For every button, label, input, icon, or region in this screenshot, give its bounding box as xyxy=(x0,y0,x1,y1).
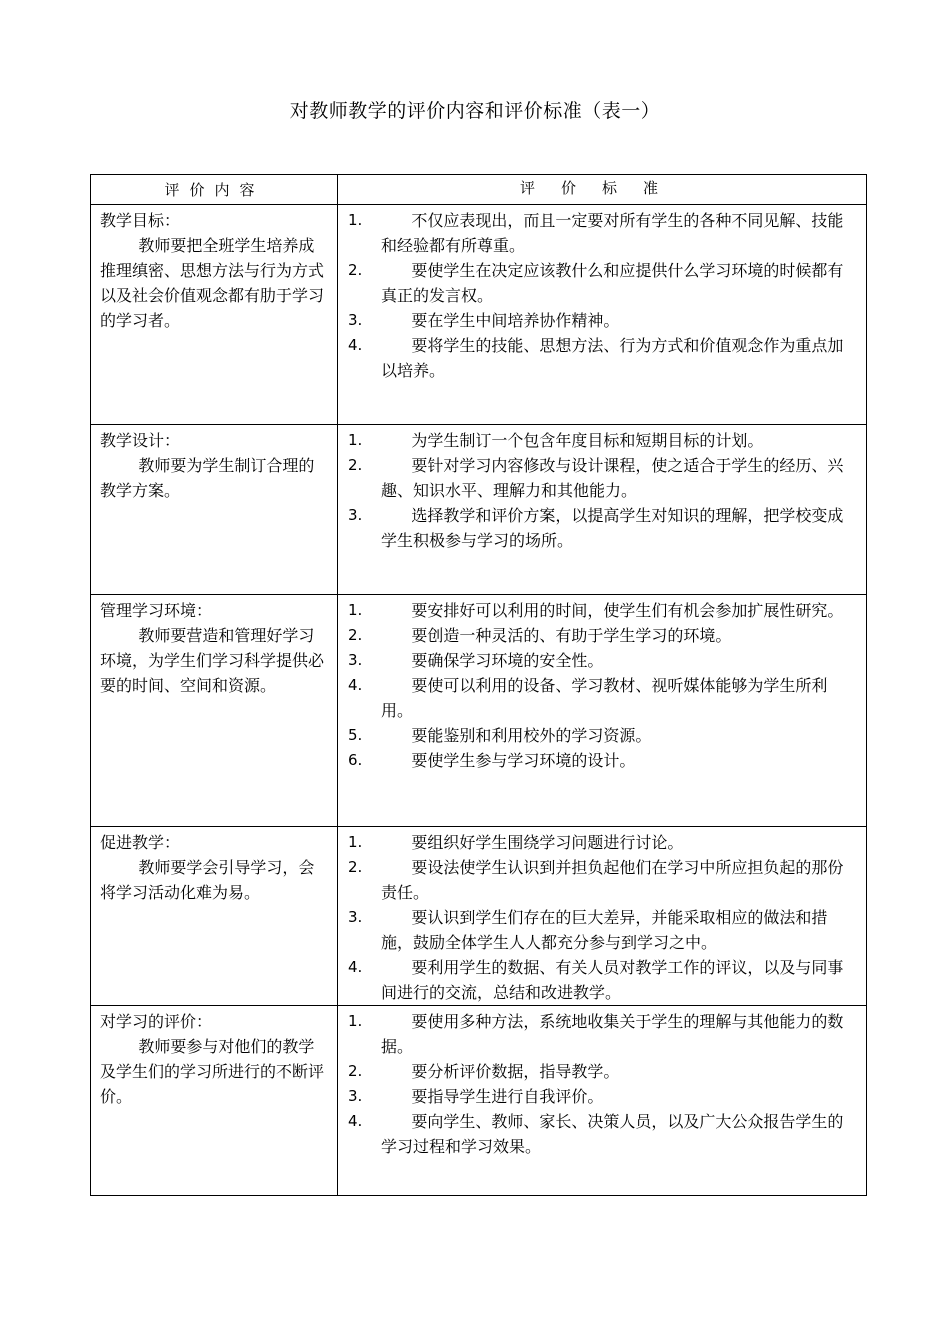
standard-number: 4. xyxy=(348,676,363,694)
content-description: 教师要把全班学生培养成推理缜密、思想方法与行为方式以及社会价值观念都有肋于学习的学习者。 xyxy=(100,236,325,330)
standard-item xyxy=(345,1109,858,1159)
standards-cell xyxy=(338,595,867,827)
standard-number: 6. xyxy=(348,751,363,769)
standard-item xyxy=(345,855,858,905)
standard-number: 3. xyxy=(348,506,363,524)
standard-number: 2. xyxy=(348,626,363,644)
standard-text: 不仅应表现出，而且一定要对所有学生的各种不同见解、技能和经验都有所尊重。 xyxy=(381,211,844,255)
standard-number: 2. xyxy=(348,858,363,876)
content-label: 促进教学： xyxy=(100,833,181,852)
standard-number: 5. xyxy=(348,726,363,744)
standard-item xyxy=(345,258,858,308)
table-row xyxy=(91,425,867,595)
standard-item xyxy=(345,598,858,623)
standard-item xyxy=(345,453,858,503)
standard-text: 要创造一种灵活的、有助于学生学习的环境。 xyxy=(411,626,732,645)
content-cell xyxy=(91,425,338,595)
standard-text: 要使可以利用的设备、学习教材、视听媒体能够为学生所利用。 xyxy=(381,676,828,720)
standard-text: 要在学生中间培养协作精神。 xyxy=(411,311,620,330)
standard-number: 4. xyxy=(348,336,363,354)
standards-cell xyxy=(338,425,867,595)
content-description: 教师要为学生制订合理的教学方案。 xyxy=(100,456,315,500)
standard-text: 要组织好学生围绕学习问题进行讨论。 xyxy=(411,833,684,852)
standard-item xyxy=(345,905,858,955)
table-header-row xyxy=(91,175,867,205)
standards-cell xyxy=(338,827,867,1006)
content-label: 对学习的评价： xyxy=(100,1012,213,1031)
standard-number: 2. xyxy=(348,1062,363,1080)
standard-number: 1. xyxy=(348,833,363,851)
evaluation-table xyxy=(90,174,867,1196)
standard-text: 要设法使学生认识到并担负起他们在学习中所应担负起的那份责任。 xyxy=(381,858,844,902)
standard-number: 3. xyxy=(348,651,363,669)
standard-text: 要针对学习内容修改与设计课程，使之适合于学生的经历、兴趣、知识水平、理解力和其他能力。 xyxy=(381,456,844,500)
content-label: 教学设计： xyxy=(100,431,181,450)
standard-number: 1. xyxy=(348,431,363,449)
standard-item xyxy=(345,503,858,553)
content-label: 管理学习环境： xyxy=(100,601,213,620)
standard-number: 3. xyxy=(348,908,363,926)
standard-item xyxy=(345,673,858,723)
standards-cell xyxy=(338,1006,867,1196)
standard-text: 要使学生在决定应该教什么和应提供什么学习环境的时候都有真正的发言权。 xyxy=(381,261,844,305)
standard-text: 要利用学生的数据、有关人员对教学工作的评议，以及与同事间进行的交流，总结和改进教学。 xyxy=(381,958,844,1002)
standard-text: 要分析评价数据，指导教学。 xyxy=(411,1062,620,1081)
standard-text: 要能鉴别和利用校外的学习资源。 xyxy=(411,726,652,745)
content-cell xyxy=(91,205,338,425)
standard-item xyxy=(345,1059,858,1084)
header-standard: 评价标准 xyxy=(338,175,867,205)
standard-text: 要使用多种方法，系统地收集关于学生的理解与其他能力的数据。 xyxy=(381,1012,844,1056)
standard-text: 要使学生参与学习环境的设计。 xyxy=(411,751,636,770)
content-cell xyxy=(91,1006,338,1196)
table-row xyxy=(91,205,867,425)
standard-number: 4. xyxy=(348,958,363,976)
standard-number: 2. xyxy=(348,456,363,474)
standard-number: 4. xyxy=(348,1112,363,1130)
table-row xyxy=(91,1006,867,1196)
standard-item xyxy=(345,648,858,673)
standard-text: 要指导学生进行自我评价。 xyxy=(411,1087,604,1106)
standard-number: 1. xyxy=(348,1012,363,1030)
content-cell xyxy=(91,595,338,827)
header-content: 评价内容 xyxy=(91,175,338,205)
table-row xyxy=(91,595,867,827)
page-title: 对教师教学的评价内容和评价标准（表一） xyxy=(289,100,661,122)
standard-text: 要安排好可以利用的时间，使学生们有机会参加扩展性研究。 xyxy=(411,601,844,620)
standard-text: 选择教学和评价方案，以提高学生对知识的理解，把学校变成学生积极参与学习的场所。 xyxy=(381,506,844,550)
content-description: 教师要学会引导学习，会将学习活动化难为易。 xyxy=(100,858,315,902)
standard-number: 2. xyxy=(348,261,363,279)
content-description: 教师要参与对他们的教学及学生们的学习所进行的不断评价。 xyxy=(100,1037,325,1106)
content-label: 教学目标： xyxy=(100,211,181,230)
standard-text: 要认识到学生们存在的巨大差异，并能采取相应的做法和措施，鼓励全体学生人人都充分参与到学习之中。 xyxy=(381,908,828,952)
standards-cell xyxy=(338,205,867,425)
standard-item xyxy=(345,955,858,1005)
standard-item xyxy=(345,830,858,855)
standard-number: 3. xyxy=(348,1087,363,1105)
standard-text: 要向学生、教师、家长、决策人员，以及广大公众报告学生的学习过程和学习效果。 xyxy=(381,1112,844,1156)
standard-text: 要确保学习环境的安全性。 xyxy=(411,651,604,670)
standard-item xyxy=(345,1009,858,1059)
standard-item xyxy=(345,723,858,748)
standard-item xyxy=(345,623,858,648)
standard-item xyxy=(345,428,858,453)
standard-text: 要将学生的技能、思想方法、行为方式和价值观念作为重点加以培养。 xyxy=(381,336,844,380)
content-description: 教师要营造和管理好学习环境，为学生们学习科学提供必要的时间、空间和资源。 xyxy=(100,626,325,695)
standard-item xyxy=(345,333,858,383)
standard-item xyxy=(345,748,858,773)
standard-number: 3. xyxy=(348,311,363,329)
table-row xyxy=(91,827,867,1006)
standard-item xyxy=(345,308,858,333)
standard-item xyxy=(345,208,858,258)
standard-item xyxy=(345,1084,858,1109)
standard-text: 为学生制订一个包含年度目标和短期目标的计划。 xyxy=(411,431,764,450)
content-cell xyxy=(91,827,338,1006)
standard-number: 1. xyxy=(348,211,363,229)
standard-number: 1. xyxy=(348,601,363,619)
